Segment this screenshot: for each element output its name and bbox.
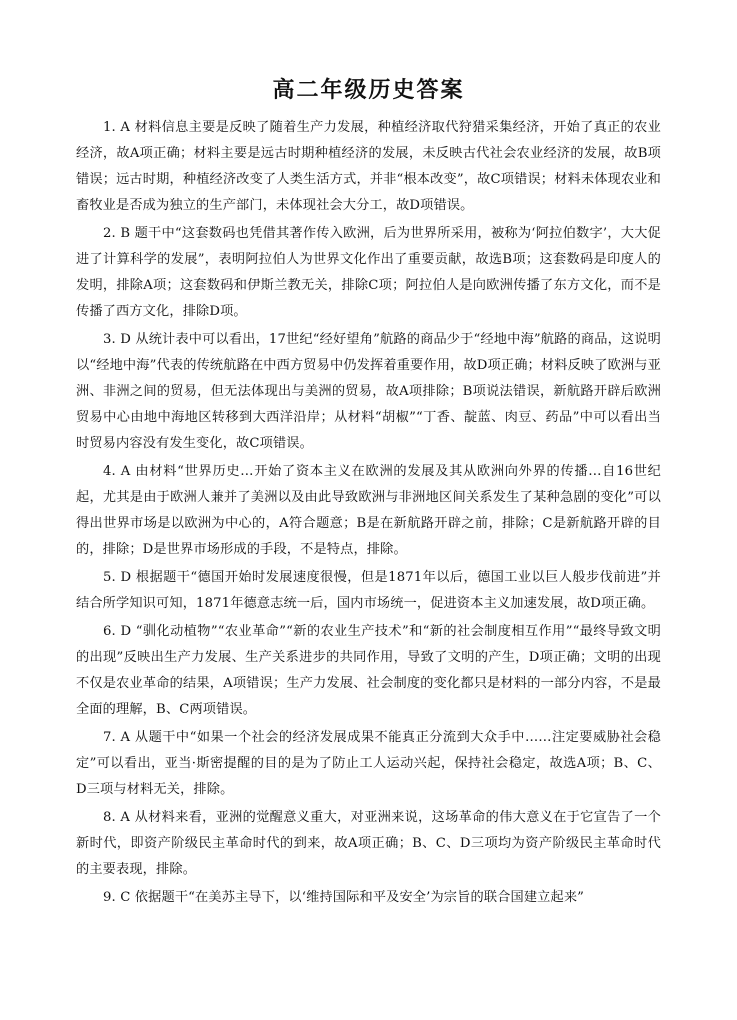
answer-item-7: 7. A 从题干中“如果一个社会的经济发展成果不能真正分流到大众手中……注定要威胁社会稳定”可以看出，亚当·斯密提醒的目的是为了防止工人运动兴起，保持社会稳定，故选A项；B、C、D三项与材料无关，排除。	[76, 730, 661, 797]
answer-item-5: 5. D 根据题干“德国开始时发展速度很慢，但是1871年以后，德国工业以巨人般步伐前进”并结合所学知识可知，1871年德意志统一后，国内市场统一，促进资本主义加速发展，故D项正确。	[76, 570, 661, 611]
answer-item-1: 1. A 材料信息主要是反映了随着生产力发展，种植经济取代狩猎采集经济，开始了真正的农业经济，故A项正确；材料主要是远古时期种植经济的发展，未反映古代社会农业经济的发展，故B项错误；远古时期，种植经济改变了人类生活方式，并非“根本改变”，故C项错误；材料未体现农业和畜牧业是否成为独立的生产部门，未体现社会大分工，故D项错误。	[76, 120, 661, 213]
answer-item-9: 9. C 依据题干“在美苏主导下，以‘维持国际和平及安全’为宗旨的联合国建立起来”	[103, 890, 585, 905]
page-title: 高二年级历史答案	[272, 78, 465, 103]
answer-list	[76, 115, 661, 913]
answer-item-4: 4. A 由材料“世界历史…开始了资本主义在欧洲的发展及其从欧洲向外界的传播…自16世纪起，尤其是由于欧洲人兼并了美洲以及由此导致欧洲与非洲地区间关系发生了某种急剧的变化”可以得出世界市场是以欧洲为中心的，A符合题意；B是在新航路开辟之前，排除；C是新航路开辟的目的，排除；D是世界市场形成的手段，不是特点，排除。	[76, 464, 661, 557]
answer-item-2: 2. B 题干中“这套数码也凭借其著作传入欧洲，后为世界所采用，被称为‘阿拉伯数字’，大大促进了计算科学的发展”，表明阿拉伯人为世界文化作出了重要贡献，故选B项；这套数码是印度人的发明，排除A项；这套数码和伊斯兰教无关，排除C项；阿拉伯人是向欧洲传播了东方文化，而不是传播了西方文化，排除D项。	[76, 226, 661, 319]
answer-item-3: 3. D 从统计表中可以看出，17世纪“经好望角”航路的商品少于“经地中海”航路的商品，这说明以“经地中海”代表的传统航路在中西方贸易中仍发挥着重要作用，故D项正确；材料反映了欧洲与亚洲、非洲之间的贸易，但无法体现出与美洲的贸易，故A项排除；B项说法错误，新航路开辟后欧洲贸易中心由地中海地区转移到大西洋沿岸；从材料“胡椒”“丁香、靛蓝、肉豆、药品”中可以看出当时贸易内容没有发生变化，故C项错误。	[76, 332, 661, 451]
answer-item-8: 8. A 从材料来看，亚洲的觉醒意义重大，对亚洲来说，这场革命的伟大意义在于它宣告了一个新时代，即资产阶级民主革命时代的到来，故A项正确；B、C、D三项均为资产阶级民主革命时代的主要表现，排除。	[76, 810, 661, 877]
answer-item-6: 6. D “驯化动植物”“农业革命”“新的农业生产技术”和“新的社会制度相互作用”“最终导致文明的出现”反映出生产力发展、生产关系进步的共同作用，导致了文明的产生，D项正确；文明的出现不仅是农业革命的结果，A项错误；生产力发展、社会制度的变化都只是材料的一部分内容，不是最全面的理解，B、C两项错误。	[76, 624, 661, 717]
